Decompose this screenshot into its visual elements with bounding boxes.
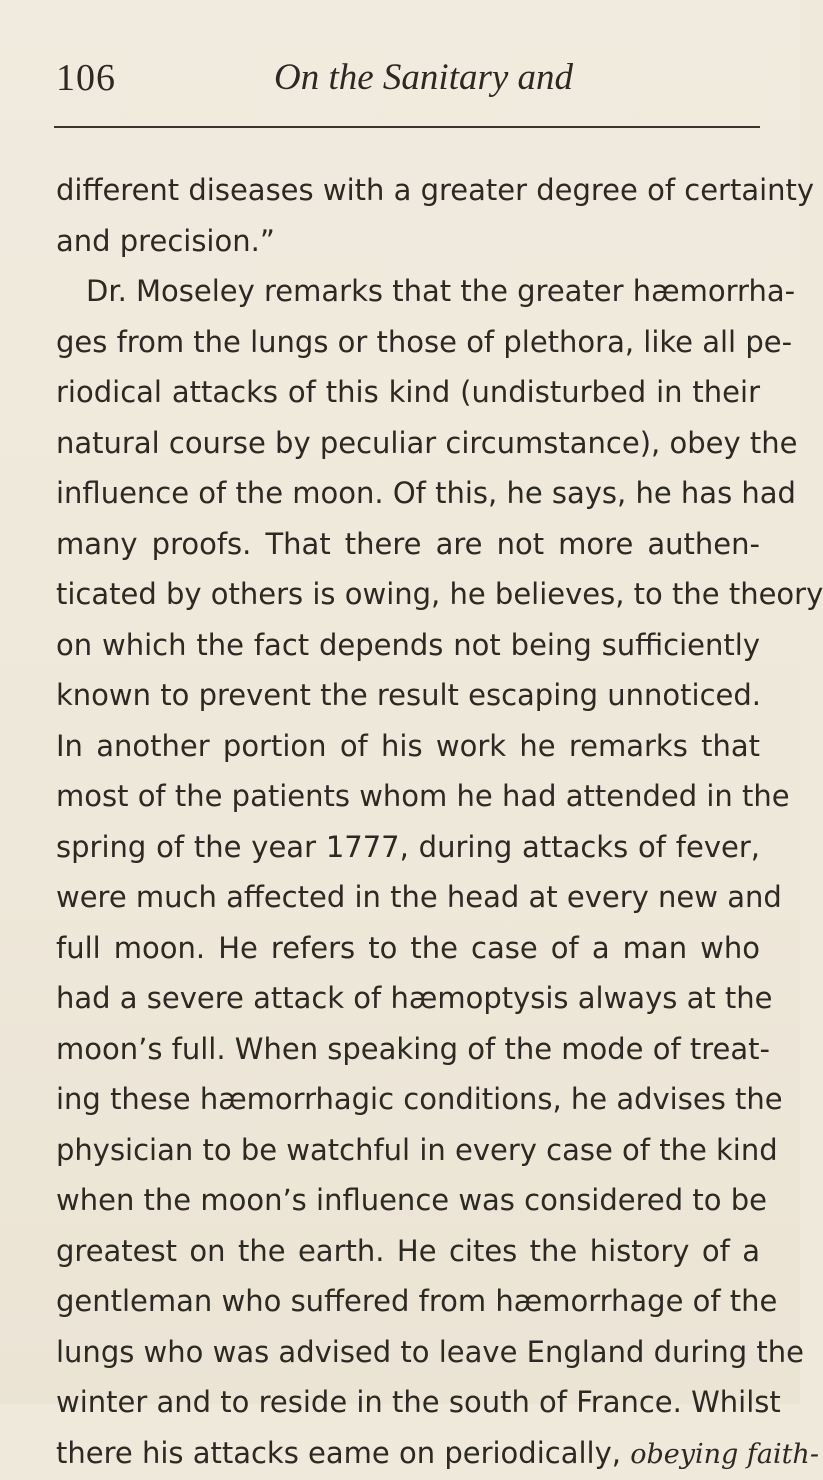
text-line: different diseases with a greater degree of certainty [56,173,815,207]
text-line: many proofs. That there are not more authen- [56,526,760,561]
body-text [56,165,823,1478]
text-line: known to prevent the result escaping unnoticed. [56,678,762,712]
running-head [56,56,756,106]
text-line: physician to be watchful in every case of the kind [56,1132,778,1167]
text-line: on which the fact depends not being sufficiently [56,627,760,662]
text-line: lungs who was advised to leave England during the [56,1334,804,1369]
text-line: influence of the moon. Of this, he says, he has had [56,476,796,510]
text-line: ing these hæmorrhagic conditions, he advises the [56,1082,783,1116]
text-line: In another portion of his work he remarks that [56,728,760,763]
final-line-start: there his attacks eame on periodically, [56,1435,621,1470]
header-rule [54,126,760,128]
final-line-italic: obeying faith- [630,1438,819,1470]
text-line: most of the patients whom he had attended in the [56,779,790,813]
text-line: were much affected in the head at every new and [56,880,782,914]
text-line: winter and to reside in the south of France. Whilst [56,1385,781,1419]
text-line: ticated by others is owing, he believes, to the theory [56,577,823,611]
text-line: moon’s full. When speaking of the mode of treat- [56,1031,770,1066]
text-line: and precision.” [56,223,275,258]
text-line: riodical attacks of this kind (undisturbed in their [56,375,760,409]
running-title: On the Sanitary and [274,57,574,98]
text-line: when the moon’s influence was considered to be [56,1183,767,1217]
text-line: natural course by peculiar circumstance), obey the [56,425,798,460]
text-line: gentleman who suffered from hæmorrhage of the [56,1284,778,1318]
text-line: had a severe attack of hæmoptysis always at the [56,981,773,1015]
text-line-final [56,1428,819,1479]
text-line: greatest on the earth. He cites the history of a [56,1233,760,1268]
text-line: ges from the lungs or those of plethora, like all pe- [56,324,793,359]
text-line: spring of the year 1777, during attacks of fever, [56,829,760,864]
text-line: full moon. He refers to the case of a man who [56,930,760,965]
page-number: 106 [56,57,116,99]
text-line: Dr. Moseley remarks that the greater hæmorrha- [86,274,796,308]
